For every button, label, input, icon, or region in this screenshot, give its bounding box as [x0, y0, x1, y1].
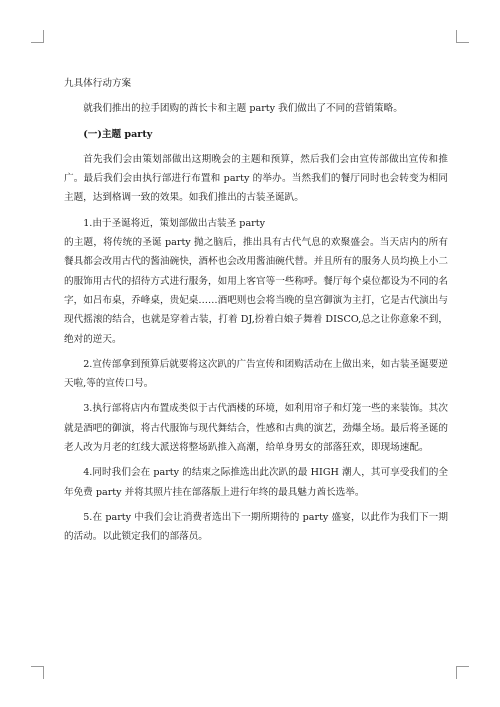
document-body — [64, 74, 448, 553]
subsection-title: (一)主题 party — [83, 128, 153, 140]
crop-mark-top-right — [456, 30, 469, 43]
crop-mark-top-left — [31, 30, 44, 43]
item-1-lead: 1.由于圣诞将近，策划部做出古装圣 party — [83, 217, 266, 229]
item-3: 3.执行部将店内布置成类似于古代酒楼的环境，如利用帘子和灯笼一些的来装饰。其次就是酒吧的御演，将古代服饰与现代舞结合，性感和古典的演艺，劲爆全场。最后将圣诞的老人改为月老的红线大派送将整场趴推入高潮，给单身男女的部落狂欢，即现场速配。 — [64, 403, 448, 454]
section-title: 九具体行动方案 — [64, 78, 132, 89]
crop-mark-bottom-left — [31, 666, 44, 679]
paragraph-1: 首先我们会由策划部做出这期晚会的主题和预算，然后我们会由宣传部做出宣传和推广。最后我们会由执行部进行布置和 party 的举办。当然我们的餐厅同时也会转变为相同主题，达到格调一致的效果。如我们推出的古装圣诞趴。 — [64, 153, 448, 204]
item-1-body: 的主题，将传统的圣诞 party 抛之脑后，推出具有古代气息的欢聚盛会。当天店内的所有餐具都会改用古代的酱油碗快，酒杯也会改用酱油碗代替。并且所有的服务人员均换上小二的服饰用古代的招待方式进行服务，如用上客官等一些称呼。餐厅每个桌位都设为不同的名字，如吕布桌，乔峰桌，贵妃桌……酒吧则也会将当晚的皇宫御演为主打，它是古代演出与现代摇滚的结合，也就是穿着古装，打着 DJ,扮着白娘子舞着 DISCO,总之让你意象不到，绝对的逆天。 — [64, 237, 448, 345]
item-5: 5.在 party 中我们会让消费者选出下一期所期待的 party 盛宴，以此作为我们下一期的活动。以此锁定我们的部落员。 — [64, 511, 448, 543]
crop-mark-bottom-right — [456, 666, 469, 679]
item-2: 2.宣传部拿到预算后就要将这次趴的广告宣传和团购活动在上做出来，如古装圣诞要逆天啦,等的宣传口号。 — [64, 358, 448, 390]
item-4: 4.同时我们会在 party 的结束之际推选出此次趴的最 HIGH 潮人，其可享受我们的全年免费 party 并将其照片挂在部落版上进行年终的最具魅力酋长选举。 — [64, 467, 448, 498]
intro-paragraph: 就我们推出的拉手团购的酋长卡和主题 party 我们做出了不同的营销策略。 — [83, 103, 403, 115]
